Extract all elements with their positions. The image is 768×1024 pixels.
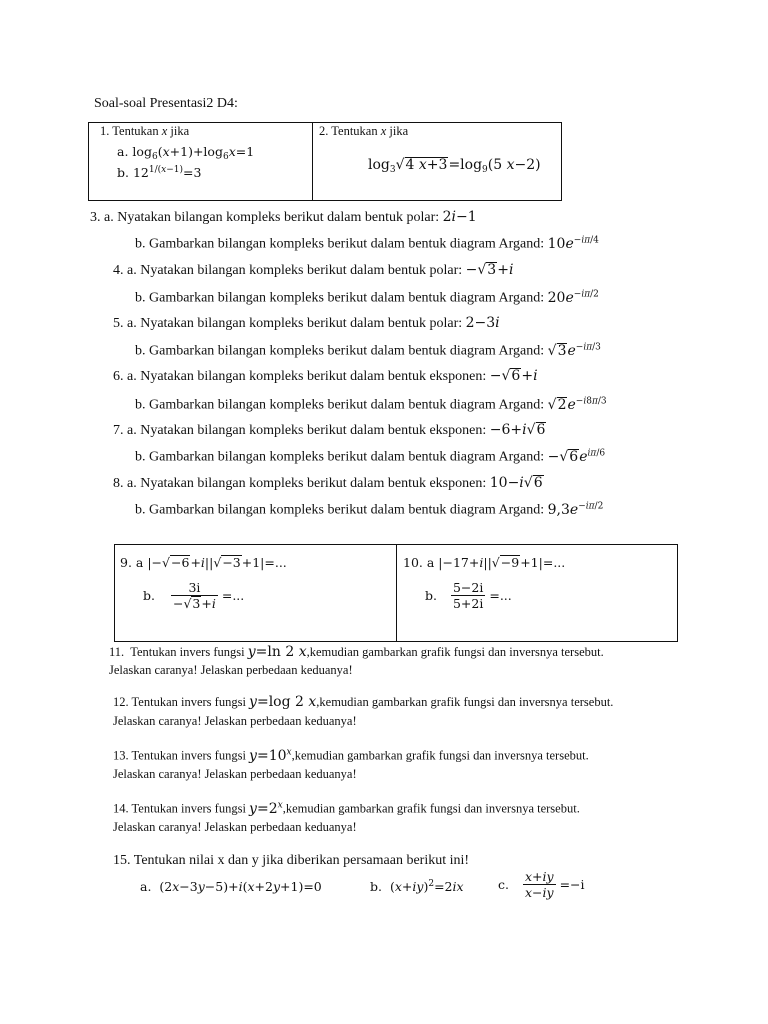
q7a-text: 7. a. Nyatakan bilangan kompleks berikut dalam bentuk eksponen: xyxy=(113,423,487,438)
q10b-numerator: 5−2i xyxy=(452,580,484,595)
q13-num: 13. xyxy=(113,748,129,763)
q2-heading xyxy=(319,124,408,139)
q8a xyxy=(113,475,544,492)
q6a-expr: −√6+i xyxy=(489,368,538,384)
q8a-expr: 10−i√6 xyxy=(489,475,543,491)
q7b-expr: $-√6e^{i\pi/6}$ xyxy=(547,448,606,465)
q4a-expr: −√3+i xyxy=(465,262,514,278)
q1b-label: b. xyxy=(117,165,129,181)
q1-heading xyxy=(100,124,189,139)
q6a-text: 6. a. Nyatakan bilangan kompleks berikut dalam bentuk eksponen: xyxy=(113,369,487,384)
table-divider xyxy=(312,122,313,201)
q9b-tail: =... xyxy=(221,588,245,603)
q3b-text: b. Gambarkan bilangan kompleks berikut dalam bentuk diagram Argand: xyxy=(135,236,545,252)
q7a-expr: −6+i√6 xyxy=(489,422,546,438)
q15-text: 15. Tentukan nilai x dan y jika diberikan persamaan berikut ini! xyxy=(113,853,470,868)
q9a xyxy=(120,555,287,570)
q5b xyxy=(135,342,601,360)
q13-lead: Tentukan invers fungsi xyxy=(131,748,246,763)
q2-var: x xyxy=(380,124,387,138)
q7b xyxy=(135,448,605,466)
q5b-expr: $√3e^{-i\pi/3}$ xyxy=(547,342,601,359)
q11-lead: Tentukan invers fungsi xyxy=(130,645,245,659)
table2-divider xyxy=(396,544,397,642)
q13-rest: ,kemudian gambarkan grafik fungsi dan inversnya tersebut. xyxy=(291,748,589,763)
q12-line2: Jelaskan caranya! Jelaskan perbedaan keduanya! xyxy=(113,714,357,728)
q15a xyxy=(140,879,322,894)
q1a xyxy=(117,144,254,162)
q2-expr: $\log_3√4$ $x+3=\log_9(5$ x−2) xyxy=(368,157,541,175)
q3a xyxy=(90,209,477,226)
q15c-denominator: x−iy xyxy=(524,885,554,900)
q11-expr: y=ln 2 x xyxy=(247,644,307,660)
q5a-expr: 2−3i xyxy=(465,315,500,331)
q1a-label: a. xyxy=(117,144,129,159)
q1b xyxy=(117,165,201,180)
q15b xyxy=(370,879,464,894)
q5a xyxy=(113,315,500,332)
q4a xyxy=(113,262,513,279)
q7b-text: b. Gambarkan bilangan kompleks berikut dalam bentuk diagram Argand: xyxy=(135,449,545,465)
q9b-label: b. xyxy=(143,588,155,603)
q13-line2: Jelaskan caranya! Jelaskan perbedaan keduanya! xyxy=(113,767,357,781)
q13-expr: $y=10^x$ xyxy=(249,747,292,764)
q13 xyxy=(113,747,589,764)
q2-tail: jika xyxy=(389,124,409,138)
q9a-label: 9. a xyxy=(120,555,144,570)
q10b-fraction xyxy=(451,580,485,611)
q10b-denominator: 5+2i xyxy=(452,596,484,611)
q14-line2: Jelaskan caranya! Jelaskan perbedaan keduanya! xyxy=(113,820,357,834)
q9b-fraction xyxy=(171,580,218,611)
q8b xyxy=(135,501,603,519)
q14-lead: Tentukan invers fungsi xyxy=(131,801,246,816)
q12-expr: y=log 2 x xyxy=(249,694,317,710)
q4b-expr: $20e^{-i\pi/2}$ xyxy=(547,289,599,306)
q6b-expr: $√2e^{-i8\pi/3}$ xyxy=(547,396,607,413)
q2-head: 2. Tentukan xyxy=(319,124,378,138)
q14-expr: $y=2^x$ xyxy=(249,800,283,817)
q15b-label: b. xyxy=(370,879,382,895)
q12 xyxy=(113,694,613,710)
q4b-text: b. Gambarkan bilangan kompleks berikut dalam bentuk diagram Argand: xyxy=(135,290,545,306)
q9a-expr: |−√−6+i||√−3+1|=... xyxy=(147,555,287,570)
q1b-expr: $12^{1/(x-1)}=3$ xyxy=(132,165,202,181)
q10a-expr: |−17+i||√−9+1|=... xyxy=(438,555,566,570)
q14-rest: ,kemudian gambarkan grafik fungsi dan inversnya tersebut. xyxy=(282,801,580,816)
q3b-expr: $10e^{-i\pi/4}$ xyxy=(547,235,599,252)
q7a xyxy=(113,422,546,439)
q5b-text: b. Gambarkan bilangan kompleks berikut dalam bentuk diagram Argand: xyxy=(135,343,545,359)
page-title: Soal-soal Presentasi2 D4: xyxy=(94,96,238,111)
q15c xyxy=(498,869,585,900)
q14-num: 14. xyxy=(113,801,129,816)
q14 xyxy=(113,800,580,817)
q1-var: x xyxy=(161,124,168,138)
q10b xyxy=(425,580,512,611)
q12-lead: Tentukan invers fungsi xyxy=(131,695,246,709)
q4b xyxy=(135,289,599,307)
q8a-text: 8. a. Nyatakan bilangan kompleks berikut dalam bentuk eksponen: xyxy=(113,476,487,491)
q11 xyxy=(109,644,604,660)
q11-line2: Jelaskan caranya! Jelaskan perbedaan keduanya! xyxy=(109,663,353,677)
q10a-label: 10. a xyxy=(403,555,435,570)
q8b-expr: $9,3e^{-i\pi/2}$ xyxy=(547,501,604,518)
q15a-expr: (2x−3y−5)+i(x+2y+1)=0 xyxy=(159,879,322,894)
q6b-text: b. Gambarkan bilangan kompleks berikut dalam bentuk diagram Argand: xyxy=(135,397,545,413)
q9b-denominator: −√3+i xyxy=(172,596,216,611)
q15a-label: a. xyxy=(140,879,152,894)
q6b xyxy=(135,396,607,414)
q6a xyxy=(113,368,538,385)
q1-head: 1. Tentukan xyxy=(100,124,159,138)
q10a xyxy=(403,555,565,570)
q3a-expr: 2i−1 xyxy=(442,209,477,225)
q1a-expr: $\log_6(x+1)+\log_6x=1$ xyxy=(132,144,255,162)
q15b-expr: $(x+iy)^2=2ix$ xyxy=(389,879,464,895)
q12-num: 12. xyxy=(113,695,129,709)
q9b xyxy=(143,580,244,611)
q5a-text: 5. a. Nyatakan bilangan kompleks berikut dalam bentuk polar: xyxy=(113,316,463,331)
q1-tail: jika xyxy=(170,124,190,138)
q3b xyxy=(135,235,599,253)
q15c-fraction xyxy=(523,869,556,900)
q15c-tail: =−i xyxy=(559,877,585,892)
q10b-tail: =... xyxy=(489,588,512,603)
q3a-text: 3. a. Nyatakan bilangan kompleks berikut dalam bentuk polar: xyxy=(90,210,440,225)
q4a-text: 4. a. Nyatakan bilangan kompleks berikut dalam bentuk polar: xyxy=(113,263,463,278)
q11-rest: ,kemudian gambarkan grafik fungsi dan inversnya tersebut. xyxy=(306,645,604,659)
q12-rest: ,kemudian gambarkan grafik fungsi dan inversnya tersebut. xyxy=(316,695,614,709)
q15c-label: c. xyxy=(498,877,509,892)
q10b-label: b. xyxy=(425,588,437,603)
q11-num: 11. xyxy=(109,645,125,659)
q9b-numerator: 3i xyxy=(171,580,218,596)
q15c-numerator: x+iy xyxy=(524,869,554,884)
q8b-text: b. Gambarkan bilangan kompleks berikut dalam bentuk diagram Argand: xyxy=(135,502,545,518)
